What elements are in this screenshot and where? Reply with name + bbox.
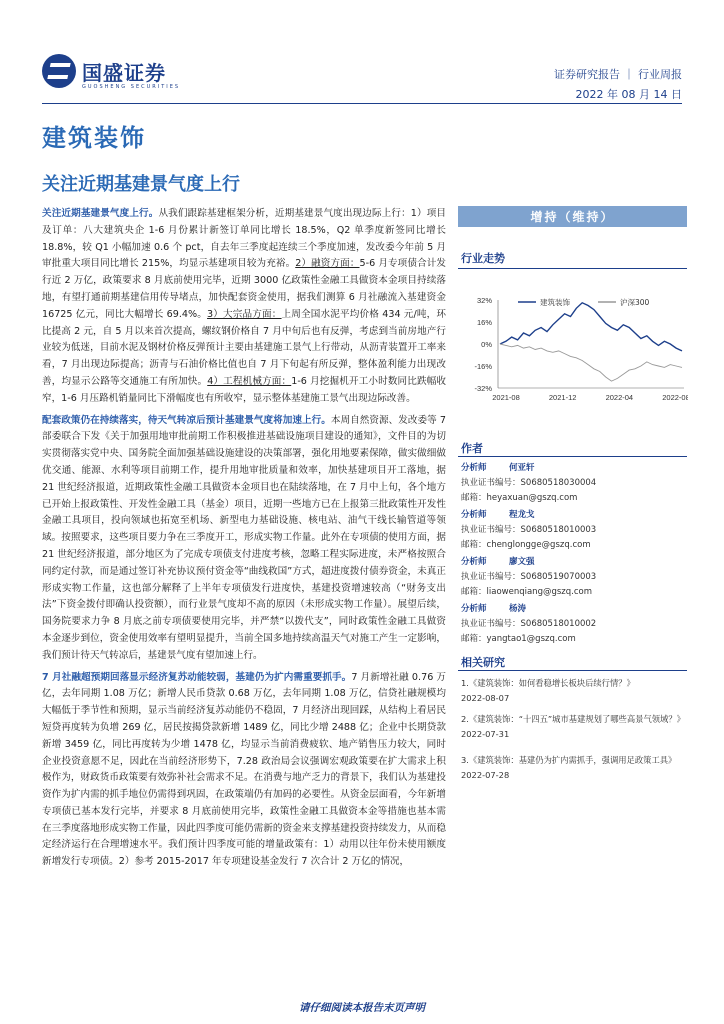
research-heading: 相关研究 (461, 656, 505, 669)
email-link[interactable]: yangtao1@gszq.com (486, 634, 576, 644)
research-item[interactable] (461, 676, 686, 706)
analyst-block (461, 461, 686, 506)
page-footer: 请仔细阅读本报告末页声明 (299, 1002, 425, 1014)
y-tick-label: -32% (474, 384, 492, 393)
analyst-name: 廖文强 (509, 557, 535, 567)
paragraph-text: 从我们跟踪基建框架分析，近期基建景气度出现边际上行：1）项目及订单：八大建筑央企 1-6 月份累计新签订单同比增长 18.5%，Q2 单季度新签同比增长 18.8%，较 Q1 小幅加速 0.6 个 pct，自去年三季度起连续三个季度加速，发改委今年前 5 月审批重大项目同比增长 215%，均显示基建项目较为充裕。 (42, 208, 447, 270)
cert-number: S0680518010002 (520, 619, 597, 629)
research-title[interactable]: 2.《建筑装饰：“十四五”城市基建规划了哪些高景气领域？》 (461, 714, 685, 724)
research-item[interactable] (461, 753, 686, 783)
y-tick-label: 0% (481, 340, 492, 349)
y-tick-label: 32% (476, 296, 492, 305)
logo-mark-icon (42, 54, 76, 88)
email-label: 邮箱： (461, 540, 487, 550)
cert-label: 执业证书编号： (461, 619, 521, 629)
research-item[interactable] (461, 712, 686, 742)
paragraph-text: 上周全国水泥平均价格 434 元/吨，环比提高 2 元，自 5 月以来首次提高，螺纹钢价格自 7 月中旬后也有反弹，考虑到当前房地产行业较为低迷，目前水泥及钢材价格反弹预计主要由基建施工景气上行带动，从沥青装置开工率来看，7 月出现边际提高；沥青与石油价格比值也自 7 月下旬起有所反弹，整体盈利能力出现改善，均显示公路等交通施工有所加快。 (42, 308, 446, 387)
y-tick-label: 16% (476, 318, 492, 327)
trend-chart (462, 292, 688, 410)
trend-chart-svg (462, 292, 688, 410)
research-title[interactable]: 1.《建筑装饰：如何看稳增长板块后续行情？》 (461, 678, 635, 688)
analyst-role: 分析师 (461, 463, 487, 473)
research-title[interactable]: 3.《建筑装饰：基建仍为扩内需抓手，强调用足政策工具》 (461, 755, 677, 765)
company-logo (42, 54, 192, 96)
paragraph-3 (42, 670, 446, 872)
email-label: 邮箱： (461, 493, 487, 503)
paragraph-lead: 关注近期基建景气度上行。 (42, 208, 159, 219)
report-date: 2022 年 08 月 14 日 (575, 88, 682, 101)
email-link[interactable]: chenglongge@gszq.com (486, 540, 591, 550)
x-tick-label: 2021-08 (492, 393, 520, 402)
cert-number: S0680519070003 (520, 572, 597, 582)
paragraph-text: 本周自然资源、发改委等 7 部委联合下发《关于加强用地审批前期工作积极推进基础设施项目建设的通知》，文件目的为切实贯彻落实党中央、国务院全面加强基础设施建设的决策部署，强化用地要素保障，做实做细做优交通、能源、水利等项目前期工作，提升用地审批质量和效率，加快基建项目开工落地，据 21 世纪经济报道，近期政策性金融工具做资本金项目也在陆续落地，在 7 月中上旬，各个地方已开始上报政策性、开发性金融工具（基金）项目，近期一些地方已在上报第三批政策性开发性金融工具项目，投向领域也拓宽至机场、新型电力基础设施、核电站、油气干线长输管道等领域。按照要求，这些项目要力争在三季度开工，形成实物工作量。此外在专项债的使用方面，据 21 世纪经济报道，部分地区为了完成专项债支付进度考核，忽略工程实际进度，未严格按照合同约定付款，而是通过签订补充协议预付资金等“曲线救国”方式，超进度拨付债券资金，未真正形成实物工作量，这也部分解释了上半年专项债发行进度快，基建投资增速较高（“财务支出法”下资金拨付即确认投资额），而行业景气度却不高的原因（未形成实物工作量）。展望后续，国务院要求力争 8 月底之前专项债要使用完毕，并严禁“以拨代支”，同时政策性金融工具做资本金逐步到位，资金使用效率有望明显提升，当前全国多地持续高温天气对施工产生一定影响，我们预计待天气转凉后，基建景气度有望加速上行。 (42, 414, 447, 661)
email-link[interactable]: heyaxuan@gszq.com (486, 493, 578, 503)
series-line-1 (500, 303, 682, 351)
paragraph-text: 4）工程机械方面： (207, 375, 292, 387)
analyst-name: 杨涛 (509, 604, 527, 614)
analyst-role: 分析师 (461, 604, 487, 614)
analyst-block (461, 602, 686, 647)
cert-number: S0680518030004 (520, 478, 597, 488)
x-tick-label: 2022-04 (605, 393, 634, 402)
authors-heading: 作者 (461, 442, 483, 455)
main-body (42, 206, 446, 876)
email-label: 邮箱： (461, 587, 487, 597)
analyst-role: 分析师 (461, 510, 487, 520)
company-name-en: GUOSHENG SECURITIES (82, 84, 181, 90)
research-date: 2022-07-28 (461, 770, 510, 780)
analyst-block (461, 555, 686, 600)
trend-heading: 行业走势 (461, 252, 505, 265)
x-tick-label: 2021-12 (548, 393, 577, 402)
analyst-name: 程龙戈 (509, 510, 535, 520)
legend-label: 建筑装饰 (540, 298, 570, 307)
legend-label: 沪深300 (620, 298, 650, 307)
y-tick-label: -16% (474, 362, 492, 371)
cert-label: 执业证书编号： (461, 478, 521, 488)
rating-badge: 增持（维持） (458, 206, 687, 227)
paragraph-lead: 7 月社融超预期回落显示经济复苏动能较弱，基建仍为扩内需重要抓手。 (42, 671, 352, 683)
paragraph-text: 1-6 月挖掘机开工小时数同比跌幅收窄，1-6 月压路机销量同比下滑幅度也有所收窄，显示整体基建施工景气出现边际改善。 (42, 375, 447, 404)
page-title: 建筑装饰 (42, 124, 146, 152)
analyst-name: 何亚轩 (509, 463, 535, 473)
company-name: 国盛证券 (82, 61, 166, 85)
paragraph-text: 3）大宗品方面： (207, 308, 282, 320)
paragraph-1 (42, 206, 446, 408)
analyst-role: 分析师 (461, 557, 487, 567)
analyst-block (461, 508, 686, 553)
paragraph-2 (42, 413, 446, 665)
cert-label: 执业证书编号： (461, 572, 521, 582)
header-divider (42, 103, 682, 104)
research-date: 2022-07-31 (461, 729, 510, 739)
paragraph-text: 7 月新增社融 0.76 万亿，去年同期 1.08 万亿；新增人民币贷款 0.68 万亿，去年同期 1.08 万亿，信贷社融规模均大幅低于季节性和预期，显示当前经济复苏动能仍不稳固，7 月经济出现回踩，从结构上看居民短贷再度转为负增 269 亿，居民按揭贷款新增 1489 亿，同比少增 2488 亿；企业中长期贷款新增 3459 亿，同比再度转为少增 1478 亿，均显示当前消费疲软、地产销售压力较大，同时企业投资意愿不足，因此在当前经济形势下，7.28 政治局会议强调宏观政策要在扩大需求上积极作为，财政货币政策要有效弥补社会需求不足。在消费与地产乏力的背景下，我们认为基建投资作为扩内需的抓手地位仍需得到巩固，在政策端仍有加码的必要性。从资金层面看，今年新增专项债已基本发行完毕，并要求 8 月底前使用完毕，政策性金融工具做资本金等措施也基本需在三季度落地形成实物工作量，因此四季度可能仍需新的资金来支撑基建投资持续发力，从而稳定经济运行在合理增速水平。我们预计四季度可能的增量政策有：1）动用以往年份未使用额度新增发行专项债。2）参考 2015-2017 年专项建设基金发行 7 次合计 2 万亿的情况， (42, 671, 446, 868)
report-subtitle: 关注近期基建景气度上行 (42, 174, 240, 195)
cert-label: 执业证书编号： (461, 525, 521, 535)
series-line-2 (500, 344, 682, 381)
email-label: 邮箱： (461, 634, 487, 644)
paragraph-text: 5-6 月专项债合计发行近 2 万亿，政策要求 8 月底前使用完毕，近期 3000 亿政策性金融工具做资本金项目持续落地，有望打通前期基建信用传导堵点，加快配套资金使用，据我们测算 6 月社融流入基建资金 16725 亿元，同比大幅增长 69.4%。 (42, 258, 446, 320)
research-divider (458, 670, 687, 671)
x-tick-label: 2022-08 (662, 393, 688, 402)
report-type: 证券研究报告 ｜ 行业周报 (554, 68, 682, 81)
cert-number: S0680518010003 (520, 525, 597, 535)
paragraph-lead: 配套政策仍在持续落实，待天气转凉后预计基建景气度将加速上行。 (42, 414, 331, 426)
email-link[interactable]: liaowenqiang@gszq.com (486, 587, 593, 597)
paragraph-text: 2）融资方面： (295, 258, 360, 270)
research-date: 2022-08-07 (461, 693, 510, 703)
authors-divider (458, 456, 687, 457)
trend-divider (458, 268, 687, 269)
